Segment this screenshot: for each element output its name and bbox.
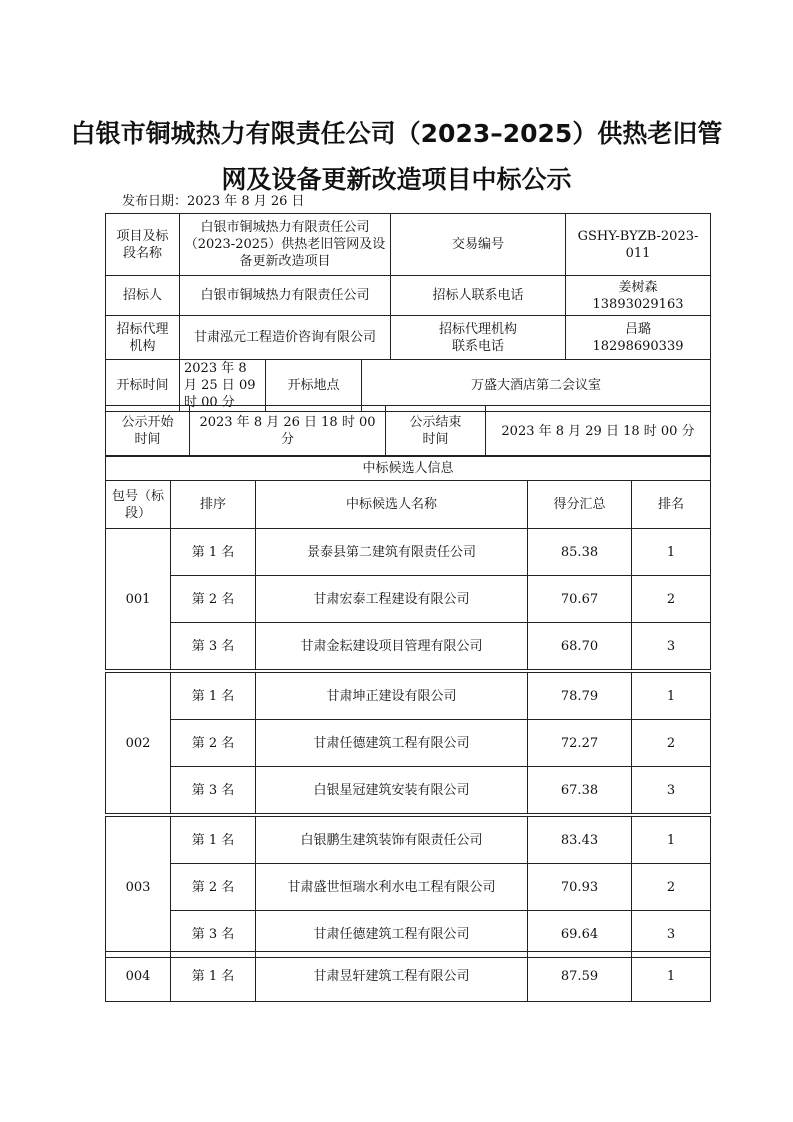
- order-cell: 第 1 名: [171, 952, 256, 1002]
- candidate-name-cell: 甘肃任德建筑工程有限公司: [256, 720, 528, 767]
- rank-cell: 1: [632, 529, 711, 576]
- open-time: 2023 年 8 月 25 日 09 时 00 分: [180, 360, 266, 412]
- rank-cell: 3: [632, 911, 711, 958]
- project-label: 项目及标段名称: [106, 214, 180, 276]
- candidate-name-cell: 甘肃坤正建设有限公司: [256, 673, 528, 720]
- order-cell: 第 1 名: [171, 529, 256, 576]
- project-name: 白银市铜城热力有限责任公司（2023-2025）供热老旧管网及设备更新改造项目: [180, 214, 391, 276]
- notice-start-label: [106, 406, 190, 457]
- score-cell: 83.43: [528, 817, 632, 864]
- project-row: [106, 214, 711, 276]
- agency-row: [106, 316, 711, 360]
- agency: 甘肃泓元工程造价咨询有限公司: [180, 316, 391, 360]
- order-cell: 第 3 名: [171, 767, 256, 814]
- score-cell: 78.79: [528, 673, 632, 720]
- open-time-label: 开标时间: [106, 360, 180, 412]
- package-cell: 003: [106, 817, 171, 958]
- rank-cell: 3: [632, 767, 711, 814]
- notice-end: 2023 年 8 月 29 日 18 时 00 分: [486, 406, 711, 457]
- notice-end-label-line-2: 时间: [422, 432, 449, 447]
- candidates-table-package-004: [105, 951, 711, 1002]
- order-cell: 第 1 名: [171, 817, 256, 864]
- notice-period-table: [105, 405, 711, 457]
- rank-cell: 1: [632, 952, 711, 1002]
- table-row: [106, 864, 711, 911]
- table-row: [106, 767, 711, 814]
- rank-cell: 2: [632, 864, 711, 911]
- notice-start-label-line-1: 公示开始: [121, 415, 174, 430]
- publish-date: 发布日期：2023 年 8 月 26 日: [122, 194, 305, 209]
- table-row: [106, 817, 711, 864]
- candidate-name-cell: 白银星冠建筑安装有限公司: [256, 767, 528, 814]
- trade-no: GSHY-BYZB-2023-011: [566, 214, 711, 276]
- table-row: [106, 952, 711, 1002]
- rank-cell: 2: [632, 576, 711, 623]
- notice-start: 2023 年 8 月 26 日 18 时 00 分: [190, 406, 386, 457]
- agency-phone-label-line-2: 联系电话: [451, 338, 504, 354]
- tenderer-row: [106, 276, 711, 316]
- opening-row: [106, 360, 711, 412]
- tenderer-contact: [566, 276, 711, 316]
- candidate-name-cell: 甘肃宏泰工程建设有限公司: [256, 576, 528, 623]
- tenderer: 白银市铜城热力有限责任公司: [180, 276, 391, 316]
- rank-cell: 1: [632, 817, 711, 864]
- order-cell: 第 2 名: [171, 576, 256, 623]
- order-cell: 第 3 名: [171, 911, 256, 958]
- table-row: [106, 576, 711, 623]
- notice-end-label: [386, 406, 486, 457]
- candidate-name-cell: 白银鹏生建筑装饰有限责任公司: [256, 817, 528, 864]
- header-rank: 排名: [632, 481, 711, 529]
- score-cell: 67.38: [528, 767, 632, 814]
- candidates-section-title: 中标候选人信息: [106, 456, 711, 481]
- order-cell: 第 2 名: [171, 864, 256, 911]
- candidates-table: [105, 455, 711, 958]
- notice-start-label-line-2: 时间: [134, 432, 161, 447]
- header-name: 中标候选人名称: [256, 481, 528, 529]
- agency-contact: [566, 316, 711, 360]
- score-cell: 85.38: [528, 529, 632, 576]
- project-info-table: [105, 213, 711, 360]
- table-row: [106, 673, 711, 720]
- order-cell: 第 2 名: [171, 720, 256, 767]
- package-cell: 001: [106, 529, 171, 670]
- order-cell: 第 1 名: [171, 673, 256, 720]
- package-cell: 004: [106, 952, 171, 1002]
- score-cell: 72.27: [528, 720, 632, 767]
- notice-row: [106, 406, 711, 457]
- open-place: 万盛大酒店第二会议室: [362, 360, 711, 412]
- header-row: [106, 481, 711, 529]
- section-title-row: [106, 456, 711, 481]
- agency-contact-phone: 18298690339: [592, 338, 684, 354]
- table-row: [106, 529, 711, 576]
- header-order: 排序: [171, 481, 256, 529]
- order-cell: 第 3 名: [171, 623, 256, 670]
- agency-phone-label-line-1: 招标代理机构: [438, 321, 517, 337]
- candidate-name-cell: 甘肃任德建筑工程有限公司: [256, 911, 528, 958]
- agency-phone-label: [391, 316, 566, 360]
- candidate-name-cell: 甘肃昱轩建筑工程有限公司: [256, 952, 528, 1002]
- table-row: [106, 720, 711, 767]
- candidate-name-cell: 景泰县第二建筑有限责任公司: [256, 529, 528, 576]
- score-cell: 87.59: [528, 952, 632, 1002]
- table-row: [106, 623, 711, 670]
- rank-cell: 2: [632, 720, 711, 767]
- tenderer-phone-label: 招标人联系电话: [391, 276, 566, 316]
- agency-label: 招标代理机构: [106, 316, 180, 360]
- open-place-label: 开标地点: [266, 360, 362, 412]
- rank-cell: 1: [632, 673, 711, 720]
- page-title-line-2: 网及设备更新改造项目中标公示: [221, 165, 572, 194]
- page-title-line-1: 白银市铜城热力有限责任公司（2023–2025）供热老旧管: [70, 119, 723, 148]
- candidate-name-cell: 甘肃盛世恒瑞水利水电工程有限公司: [256, 864, 528, 911]
- score-cell: 68.70: [528, 623, 632, 670]
- tenderer-contact-phone: 13893029163: [592, 296, 684, 312]
- tenderer-label: 招标人: [106, 276, 180, 316]
- score-cell: 69.64: [528, 911, 632, 958]
- score-cell: 70.93: [528, 864, 632, 911]
- header-score: 得分汇总: [528, 481, 632, 529]
- agency-contact-name: 吕璐: [624, 321, 651, 337]
- trade-no-label: 交易编号: [391, 214, 566, 276]
- notice-end-label-line-1: 公示结束: [409, 415, 462, 430]
- package-cell: 002: [106, 673, 171, 814]
- tenderer-contact-name: 姜树森: [618, 279, 658, 295]
- candidate-name-cell: 甘肃金耘建设项目管理有限公司: [256, 623, 528, 670]
- rank-cell: 3: [632, 623, 711, 670]
- score-cell: 70.67: [528, 576, 632, 623]
- header-package: 包号（标段）: [106, 481, 171, 529]
